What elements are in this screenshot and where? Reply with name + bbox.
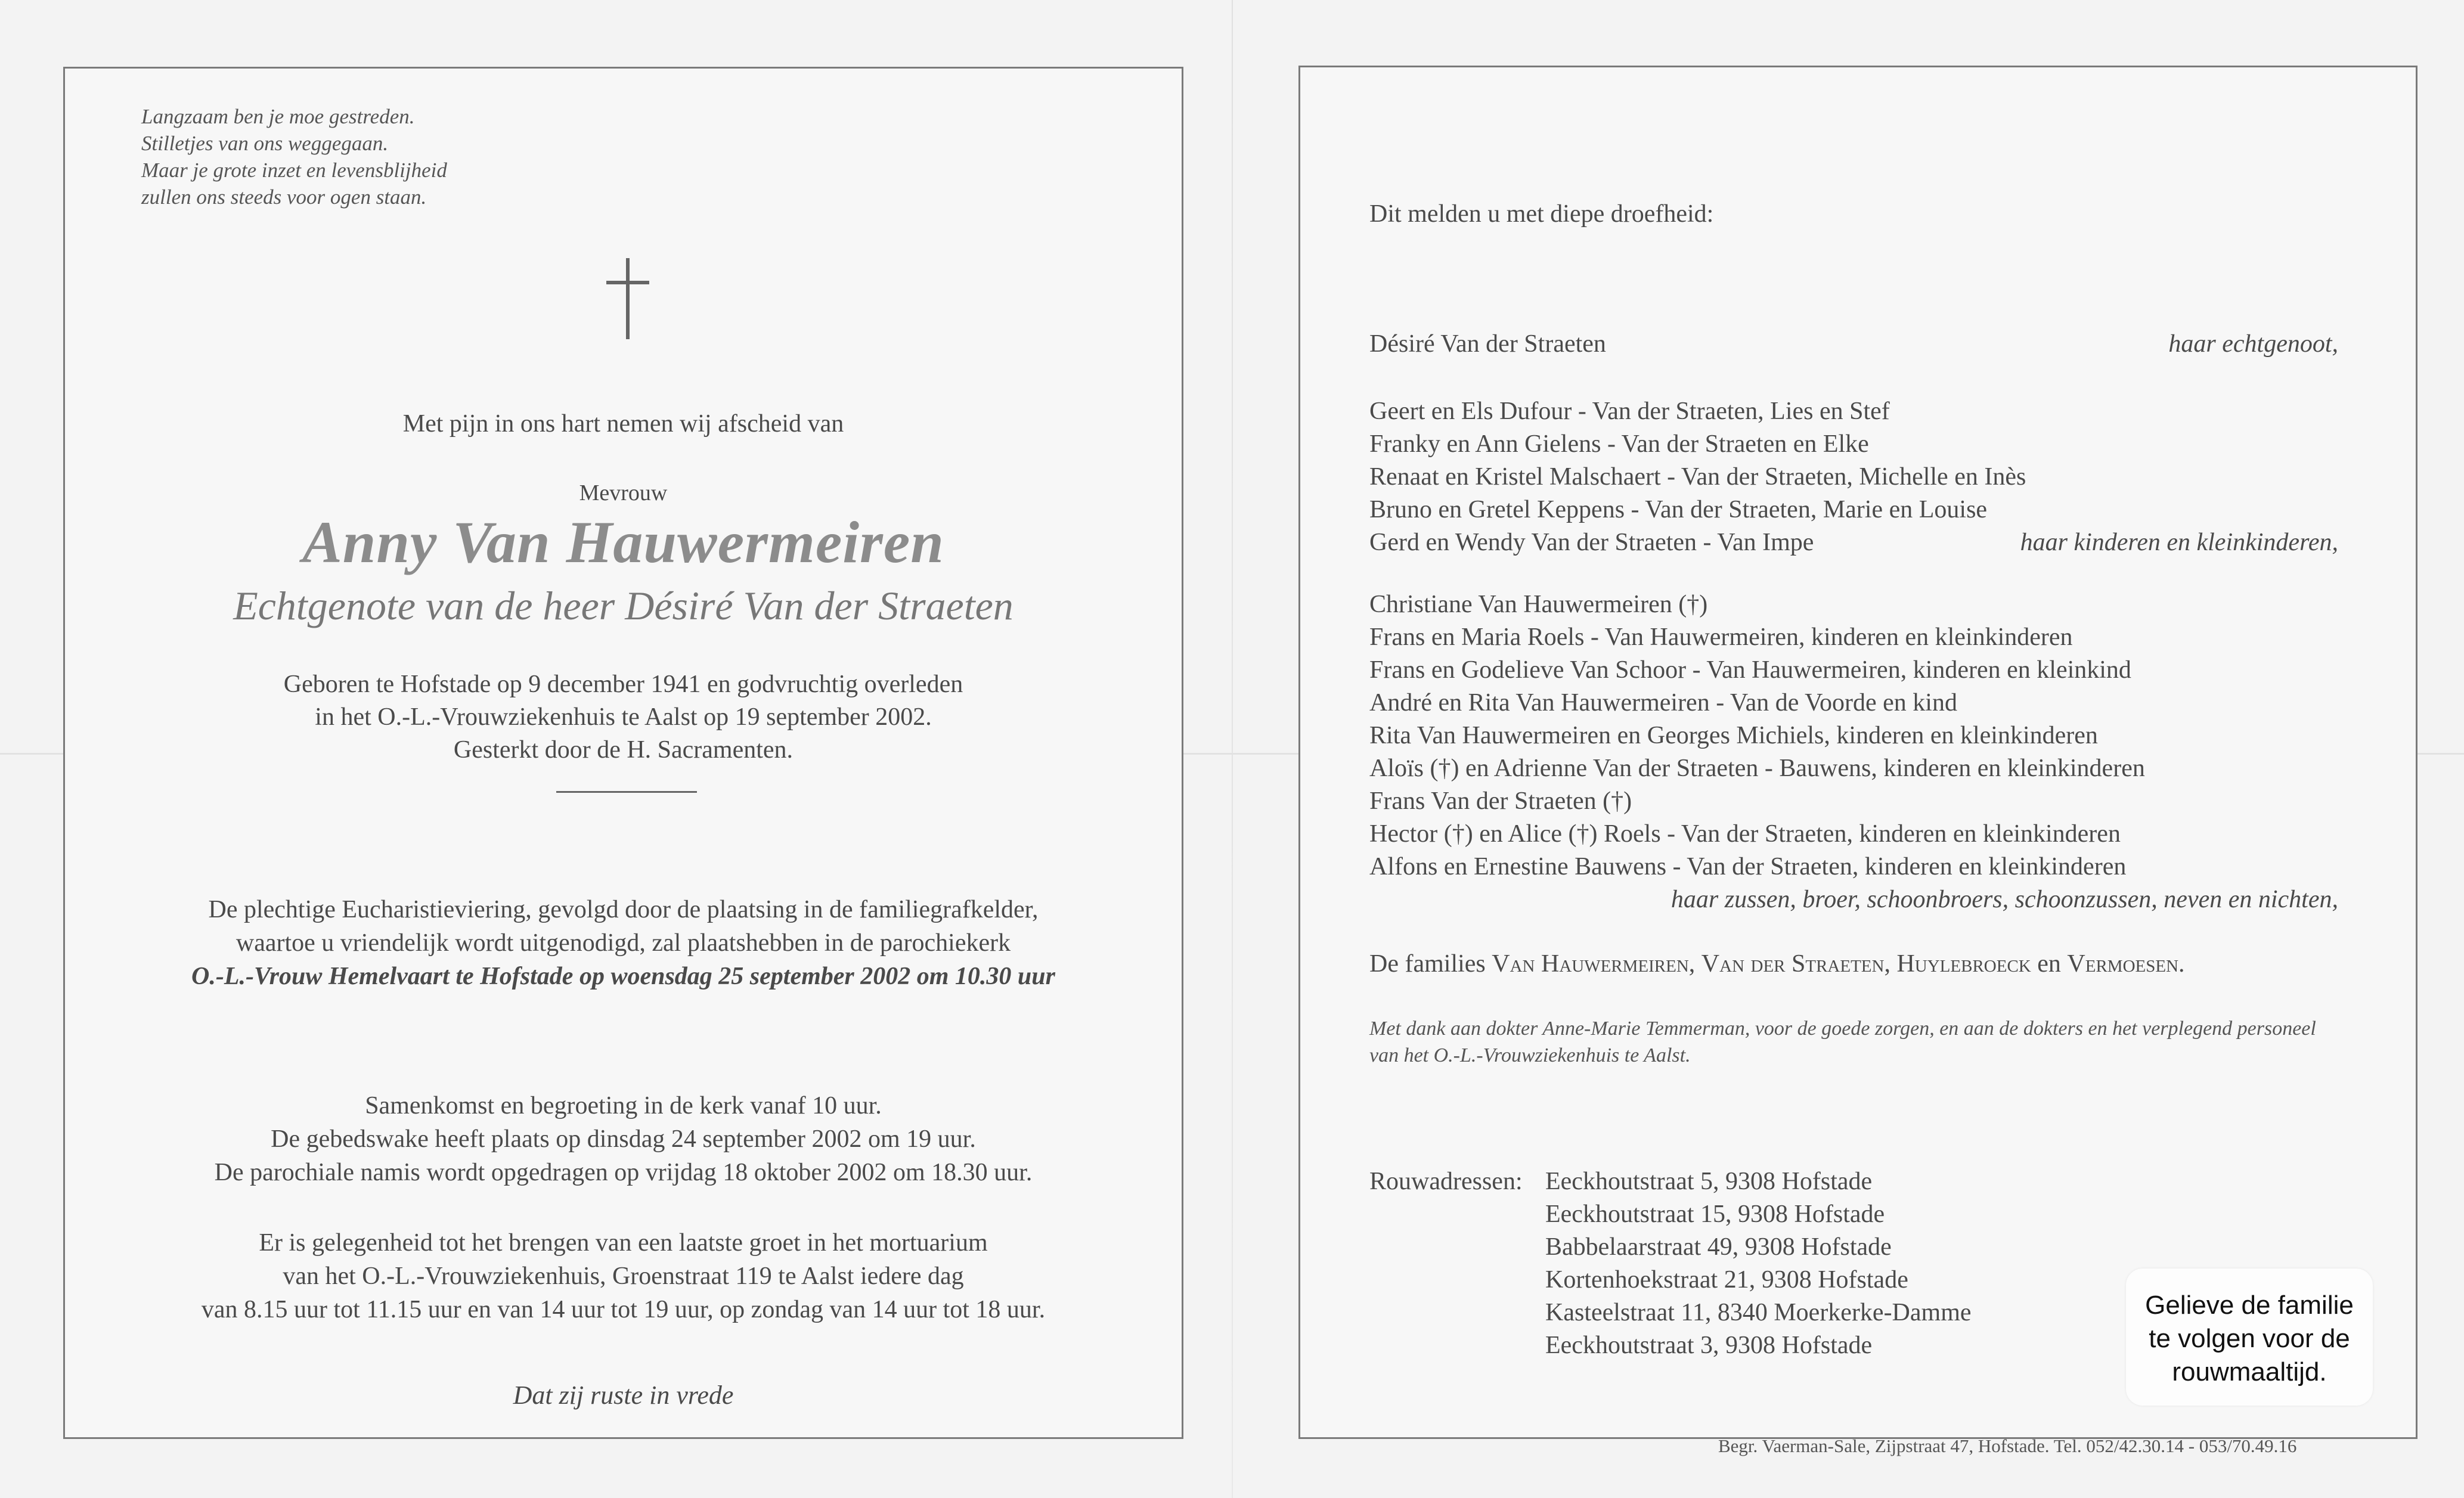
birth-line: Gesterkt door de H. Sacramenten. (453, 736, 794, 764)
poem-line: Langzaam ben je moe gestreden. (141, 105, 415, 128)
farewell-intro: Met pijn in ons hart nemen wij afscheid van (402, 410, 844, 438)
separator: , (1688, 950, 1696, 978)
list-item: Hector (†) en Alice (†) Roels - Van der Straeten, kinderen en kleinkinderen (1369, 820, 2121, 848)
list-item: Gerd en Wendy Van der Straeten - Van Impe (1369, 529, 1814, 556)
thanks-note: Met dank aan dokter Anne-Marie Temmerman, voor de goede zorgen, en aan de dokters en het verplegend personeel van het O.-L.-Vrouwziekenhuis te Aalst. (1369, 1018, 2316, 1066)
list-item: Franky en Ann Gielens - Van der Straeten en Elke (1369, 430, 1869, 458)
list-item: Bruno en Gretel Keppens - Van der Straeten, Marie en Louise (1369, 496, 1988, 523)
spouse-role: haar echtgenoot, (2168, 330, 2338, 358)
children-list (1369, 395, 2338, 559)
ceremony-line: De plechtige Eucharistieviering, gevolgd door de plaatsing in de familiegrafkelder, (208, 896, 1039, 923)
list-item: Renaat en Kristel Malschaert - Van der Straeten, Michelle en Inès (1369, 463, 2026, 491)
gathering-line: De gebedswake heeft plaats op dinsdag 24 september 2002 om 19 uur. (271, 1125, 976, 1153)
poem-line: zullen ons steeds voor ogen staan. (141, 185, 427, 209)
family-name: Huylebroeck (1896, 950, 2031, 978)
poem-line: Maar je grote inzet en levensblijheid (141, 159, 447, 182)
address: Babbelaarstraat 49, 9308 Hofstade (1545, 1233, 1892, 1261)
family-name: Van Hauwermeiren (1492, 950, 1689, 978)
list-item: Frans en Godelieve Van Schoor - Van Hauwermeiren, kinderen en kleinkind (1369, 656, 2131, 684)
birth-line: in het O.-L.-Vrouwziekenhuis te Aalst op 19 september 2002. (315, 703, 932, 731)
list-item: Geert en Els Dufour - Van der Straeten, Lies en Stef (1369, 398, 1890, 425)
siblings-role: haar zussen, broer, schoonbroers, schoonzussen, neven en nichten, (1670, 886, 2338, 913)
honorific: Mevrouw (579, 480, 668, 505)
rest-in-peace: Dat zij ruste in vrede (513, 1381, 734, 1410)
deceased-name: Anny Van Hauwermeiren (302, 509, 944, 575)
list-item: Christiane Van Hauwermeiren (†) (1369, 591, 1708, 618)
mortuary-line: van 8.15 uur tot 11.15 uur en van 14 uur tot 19 uur, op zondag van 14 uur tot 18 uur. (201, 1296, 1046, 1323)
left-panel (63, 67, 1183, 1439)
poem-line: Stilletjes van ons weggegaan. (141, 132, 389, 155)
address: Eeckhoutstraat 5, 9308 Hofstade (1545, 1168, 1873, 1195)
cross-icon (606, 258, 649, 339)
list-item: Alfons en Ernestine Bauwens - Van der Straeten, kinderen en kleinkinderen (1369, 853, 2127, 880)
poem (141, 103, 447, 210)
list-item: Aloïs (†) en Adrienne Van der Straeten - Bauwens, kinderen en kleinkinderen (1369, 755, 2145, 782)
list-item: Frans Van der Straeten (†) (1369, 787, 1632, 815)
gathering-line: De parochiale namis wordt opgedragen op vrijdag 18 oktober 2002 om 18.30 uur. (214, 1159, 1033, 1186)
sticker-line: Gelieve de familie (2145, 1291, 2354, 1320)
conjunction: en (2037, 950, 2061, 978)
right-panel (1298, 66, 2417, 1439)
sticker-line: te volgen voor de (2149, 1324, 2350, 1353)
meal-sticker (2126, 1269, 2373, 1406)
addresses-label: Rouwadressen: (1369, 1168, 1523, 1195)
spouse-line: Echtgenote van de heer Désiré Van der Straeten (233, 583, 1014, 628)
list-item: Rita Van Hauwermeiren en Georges Michiels, kinderen en kleinkinderen (1369, 722, 2098, 749)
list-item: André en Rita Van Hauwermeiren - Van de Voorde en kind (1369, 689, 1957, 717)
gathering-info (65, 1089, 1182, 1189)
birth-death-info (65, 668, 1182, 767)
address: Eeckhoutstraat 15, 9308 Hofstade (1545, 1201, 1885, 1228)
spouse-row (1369, 330, 2338, 358)
separator: , (1884, 950, 1890, 978)
children-role: haar kinderen en kleinkinderen, (2020, 529, 2338, 556)
ceremony-line: waartoe u vriendelijk wordt uitgenodigd, zal plaatshebben in de parochiekerk (235, 929, 1011, 957)
fold-line (1232, 0, 1233, 1498)
sticker-line: rouwmaaltijd. (2172, 1357, 2327, 1387)
spouse-name: Désiré Van der Straeten (1369, 330, 1606, 358)
divider (556, 791, 697, 793)
family-name: Van der Straeten (1701, 950, 1885, 978)
address: Eeckhoutstraat 3, 9308 Hofstade (1545, 1332, 1873, 1359)
families-line (1369, 950, 2185, 978)
mortuary-info (65, 1226, 1182, 1326)
announcement-intro: Dit melden u met diepe droefheid: (1369, 200, 1714, 228)
ceremony-location: O.-L.-Vrouw Hemelvaart te Hofstade op woensdag 25 september 2002 om 10.30 uur (191, 963, 1055, 990)
siblings-list (1369, 588, 2338, 916)
terminator: . (2178, 950, 2185, 978)
birth-line: Geboren te Hofstade op 9 december 1941 en godvruchtig overleden (283, 671, 963, 698)
undertaker-footer: Begr. Vaerman-Sale, Zijpstraat 47, Hofstade. Tel. 052/42.30.14 - 053/70.49.16 (1718, 1435, 2297, 1456)
family-name: Vermoesen (2067, 950, 2179, 978)
address: Kasteelstraat 11, 8340 Moerkerke-Damme (1545, 1299, 1972, 1326)
families-prefix: De families (1369, 950, 1486, 978)
ceremony-info (65, 893, 1182, 993)
gathering-line: Samenkomst en begroeting in de kerk vanaf 10 uur. (365, 1092, 882, 1119)
list-item: Frans en Maria Roels - Van Hauwermeiren, kinderen en kleinkinderen (1369, 624, 2073, 651)
address: Kortenhoekstraat 21, 9308 Hofstade (1545, 1266, 1908, 1294)
mortuary-line: van het O.-L.-Vrouwziekenhuis, Groenstraat 119 te Aalst iedere dag (283, 1263, 964, 1290)
mortuary-line: Er is gelegenheid tot het brengen van een laatste groet in het mortuarium (259, 1229, 988, 1257)
address-list (1545, 1165, 1972, 1362)
list-item-last (1369, 526, 2338, 559)
